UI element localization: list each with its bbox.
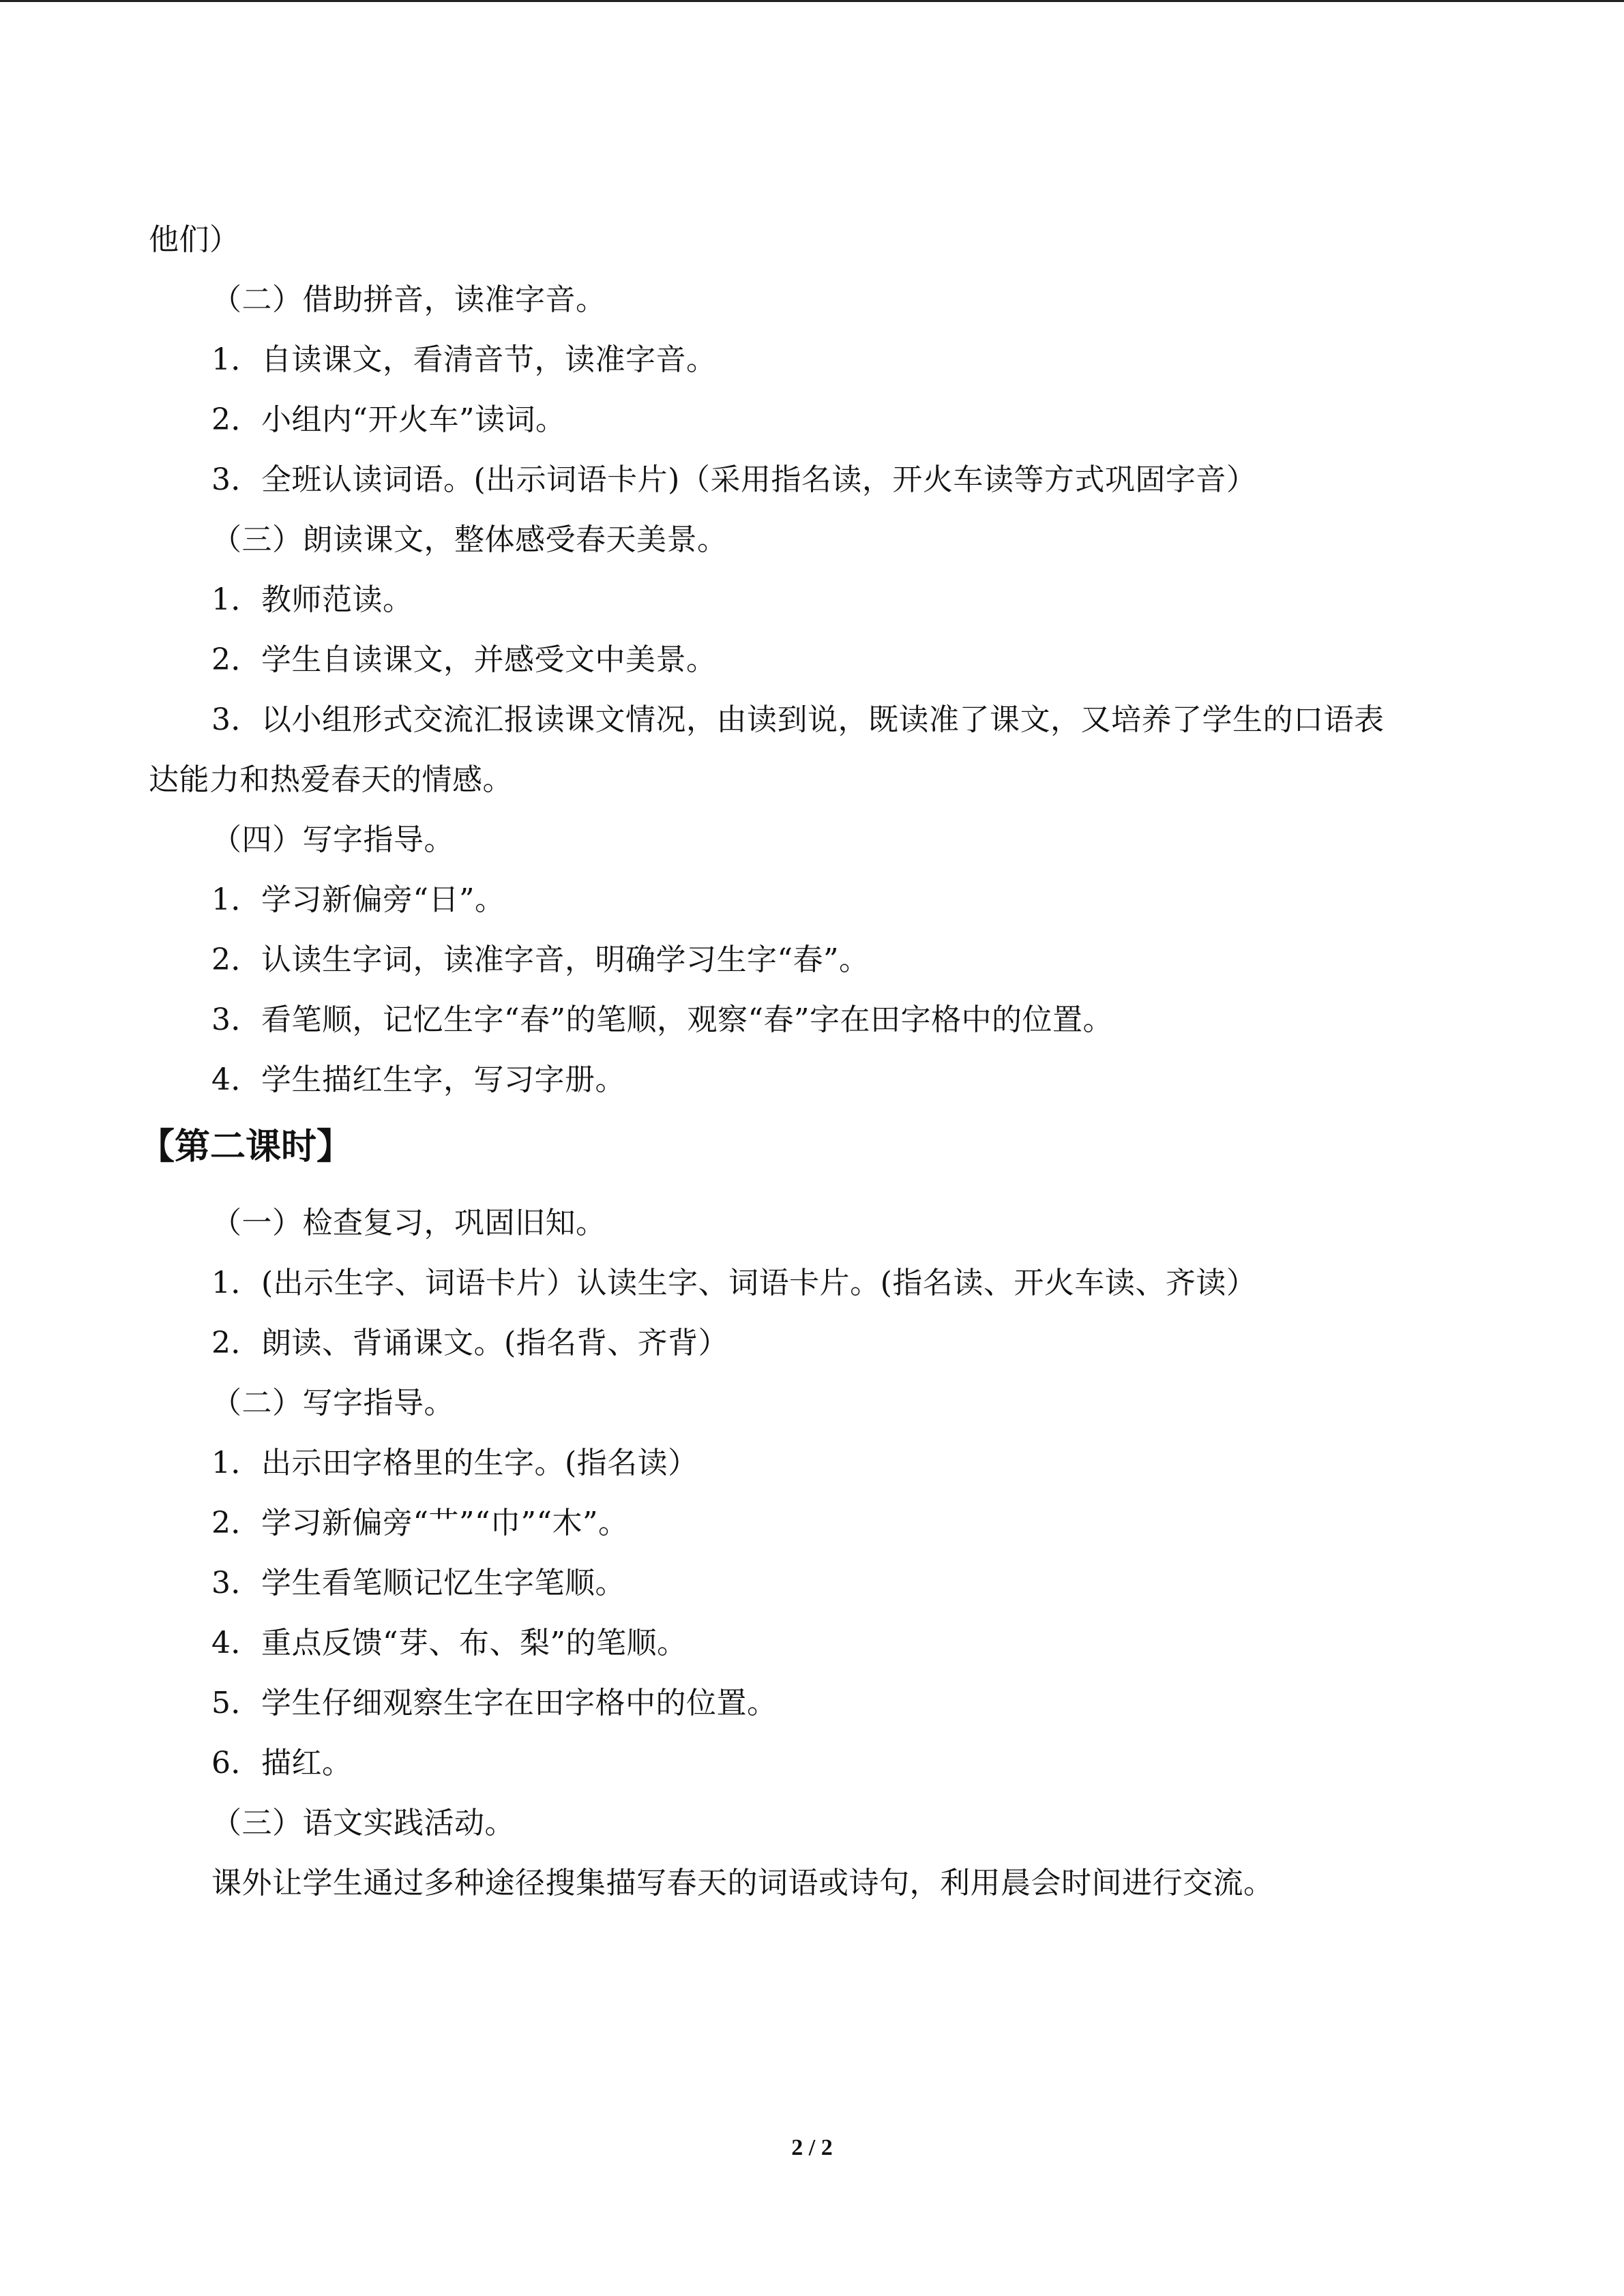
paragraph-line: 1．(出示生字、词语卡片）认读生字、词语卡片。(指名读、开火车读、齐读） bbox=[211, 1266, 1257, 1300]
paragraph-line: 1．出示田字格里的生字。(指名读） bbox=[211, 1446, 698, 1480]
paragraph-line: （二）写字指导。 bbox=[211, 1386, 454, 1420]
paragraph-line: 5．学生仔细观察生字在田字格中的位置。 bbox=[211, 1686, 778, 1720]
paragraph-line: 6．描红。 bbox=[211, 1746, 353, 1780]
paragraph-line: 3．以小组形式交流汇报读课文情况，由读到说，既读准了课文，又培养了学生的口语表 bbox=[211, 702, 1385, 737]
paragraph-line: 1．学习新偏旁“日”。 bbox=[211, 882, 505, 917]
paragraph-line: （一）检查复习，巩固旧知。 bbox=[211, 1206, 606, 1240]
section-heading: 【第二课时】 bbox=[139, 1127, 353, 1167]
paragraph-line: 2．小组内“开火车”读词。 bbox=[211, 402, 566, 437]
paragraph-line: 达能力和热爱春天的情感。 bbox=[149, 762, 513, 797]
paragraph-line: 2．朗读、背诵课文。(指名背、齐背） bbox=[211, 1326, 729, 1360]
page-number: 2 / 2 bbox=[791, 2135, 833, 2160]
paragraph-line: 1．自读课文，看清音节，读准字音。 bbox=[211, 342, 717, 377]
paragraph-line: （二）借助拼音，读准字音。 bbox=[211, 282, 606, 317]
paragraph-line: 他们） bbox=[149, 222, 240, 257]
paragraph-line: （三）朗读课文，整体感受春天美景。 bbox=[211, 522, 728, 557]
lesson-one-section bbox=[149, 210, 1479, 1110]
paragraph-line: 课外让学生通过多种途径搜集描写春天的词语或诗句，利用晨会时间进行交流。 bbox=[211, 1866, 1274, 1900]
paragraph-line: 3．学生看笔顺记忆生字笔顺。 bbox=[211, 1566, 625, 1600]
paragraph-line: 3．全班认读词语。(出示词语卡片)（采用指名读，开火车读等方式巩固字音） bbox=[211, 462, 1257, 497]
paragraph-line: （三）语文实践活动。 bbox=[211, 1806, 515, 1840]
paragraph-line: 2．认读生字词，读准字音，明确学习生字“春”。 bbox=[211, 942, 870, 977]
paragraph-line: 3．看笔顺，记忆生字“春”的笔顺，观察“春”字在田字格中的位置。 bbox=[211, 1002, 1113, 1037]
document-body bbox=[139, 210, 1479, 1913]
paragraph-line: 4．学生描红生字，写习字册。 bbox=[211, 1062, 625, 1097]
lesson-two-section bbox=[149, 1193, 1479, 1913]
paragraph-line: （四）写字指导。 bbox=[211, 822, 454, 857]
paragraph-line: 4．重点反馈“芽、布、梨”的笔顺。 bbox=[211, 1626, 688, 1660]
paragraph-line: 2．学生自读课文，并感受文中美景。 bbox=[211, 642, 717, 677]
paragraph-line: 1．教师范读。 bbox=[211, 582, 413, 617]
paragraph-line: 2．学习新偏旁“艹”“巾”“木”。 bbox=[211, 1506, 629, 1540]
